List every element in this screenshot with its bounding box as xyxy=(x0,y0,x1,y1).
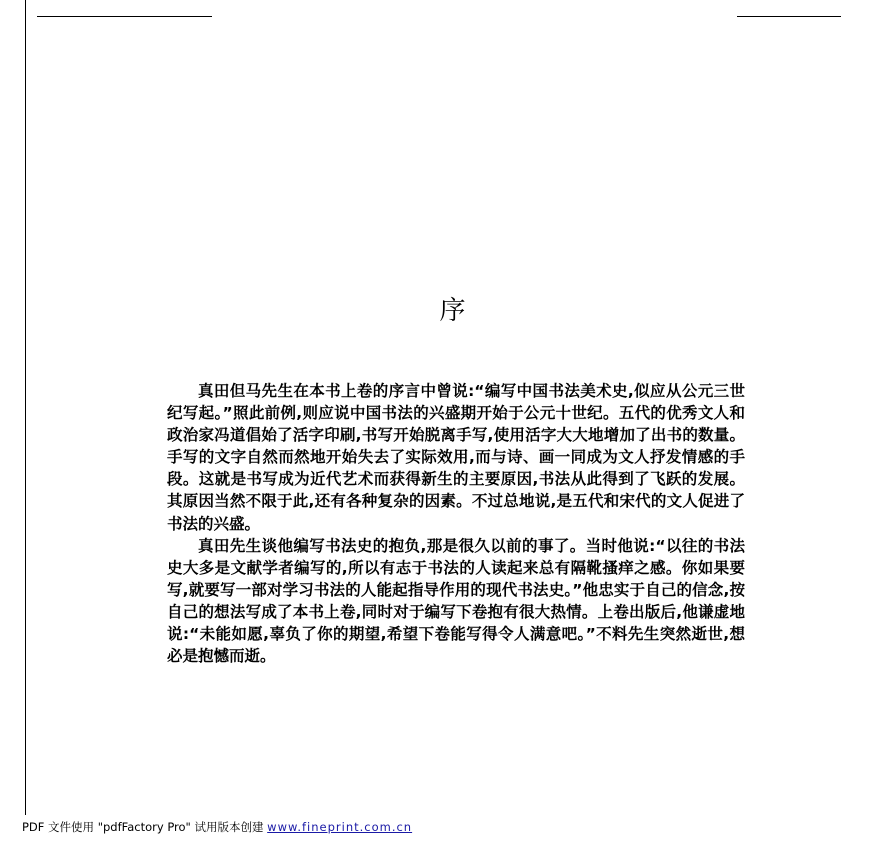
paragraph-1: 真田但马先生在本书上卷的序言中曾说:“编写中国书法美术史,似应从公元三世纪写起。”照此前例,则应说中国书法的兴盛期开始于公元十世纪。五代的优秀文人和政治家冯道倡始了活字印刷,书写开始脱离手写,使用活字大大地增加了出书的数量。手写的文字自然而然地开始失去了实际效用,而与诗、画一同成为文人抒发情感的手段。这就是书写成为近代艺术而获得新生的主要原因,书法从此得到了飞跃的发展。其原因当然不限于此,还有各种复杂的因素。不过总地说,是五代和宋代的文人促进了书法的兴盛。 xyxy=(167,382,745,533)
pdf-footer xyxy=(22,819,412,835)
paragraph-2: 真田先生谈他编写书法史的抱负,那是很久以前的事了。当时他说:“以往的书法史大多是文献学者编写的,所以有志于书法的人读起来总有隔靴搔痒之感。你如果要写,就要写一部对学习书法的人能起指导作用的现代书法史。”他忠实于自己的信念,按自己的想法写成了本书上卷,同时对于编写下卷抱有很大热情。上卷出版后,他谦虚地说:“未能如愿,辜负了你的期望,希望下卷能写得令人满意吧。”不料先生突然逝世,想必是抱憾而逝。 xyxy=(167,536,745,666)
preface-body xyxy=(167,380,745,667)
header-rule-left xyxy=(37,16,212,17)
left-margin-rule xyxy=(25,0,26,815)
page-title: 序 xyxy=(439,296,466,326)
header-rule-right xyxy=(737,16,841,17)
footer-link[interactable]: www.fineprint.com.cn xyxy=(267,820,413,834)
footer-notice: PDF 文件使用 "pdfFactory Pro" 试用版本创建 xyxy=(22,820,264,834)
